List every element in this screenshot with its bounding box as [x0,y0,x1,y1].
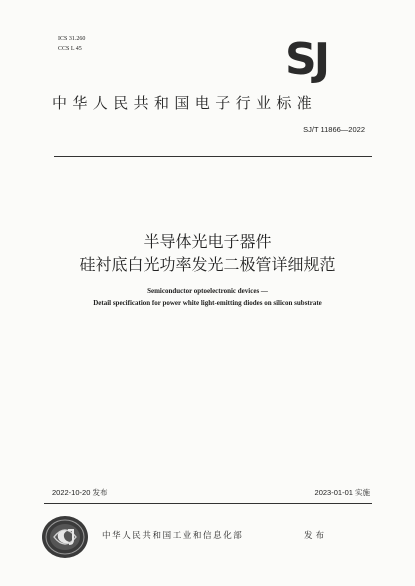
publisher-name: 中华人民共和国工业和信息化部 [102,531,244,541]
english-title-line-1: Semiconductor optoelectronic devices — [147,287,268,295]
implementation-date: 2023-01-01 实施 [314,488,370,497]
chinese-title-line-1: 半导体光电子器件 [143,232,272,251]
chinese-title-line-2: 硅衬底白光功率发光二极管详细规范 [79,255,336,274]
classification-codes [58,34,85,54]
standard-number: SJ/T 11866—2022 [303,125,365,134]
sj-logo: SJ [285,34,328,85]
release-date: 2022-10-20 发布 [52,488,108,497]
ics-code: ICS 31.260 [58,36,86,42]
ccs-code: CCS L 45 [58,46,82,52]
english-title-line-2: Detail specification for power white light-emitting diodes on silicon substrate [93,299,322,307]
standard-organization: 中华人民共和国电子行业标准 [52,94,318,112]
ministry-seal-icon [40,514,90,560]
footer-divider [44,503,372,504]
english-title [0,285,415,309]
chinese-title [0,230,415,276]
header-divider [54,156,372,157]
issue-label: 发布 [304,531,328,541]
